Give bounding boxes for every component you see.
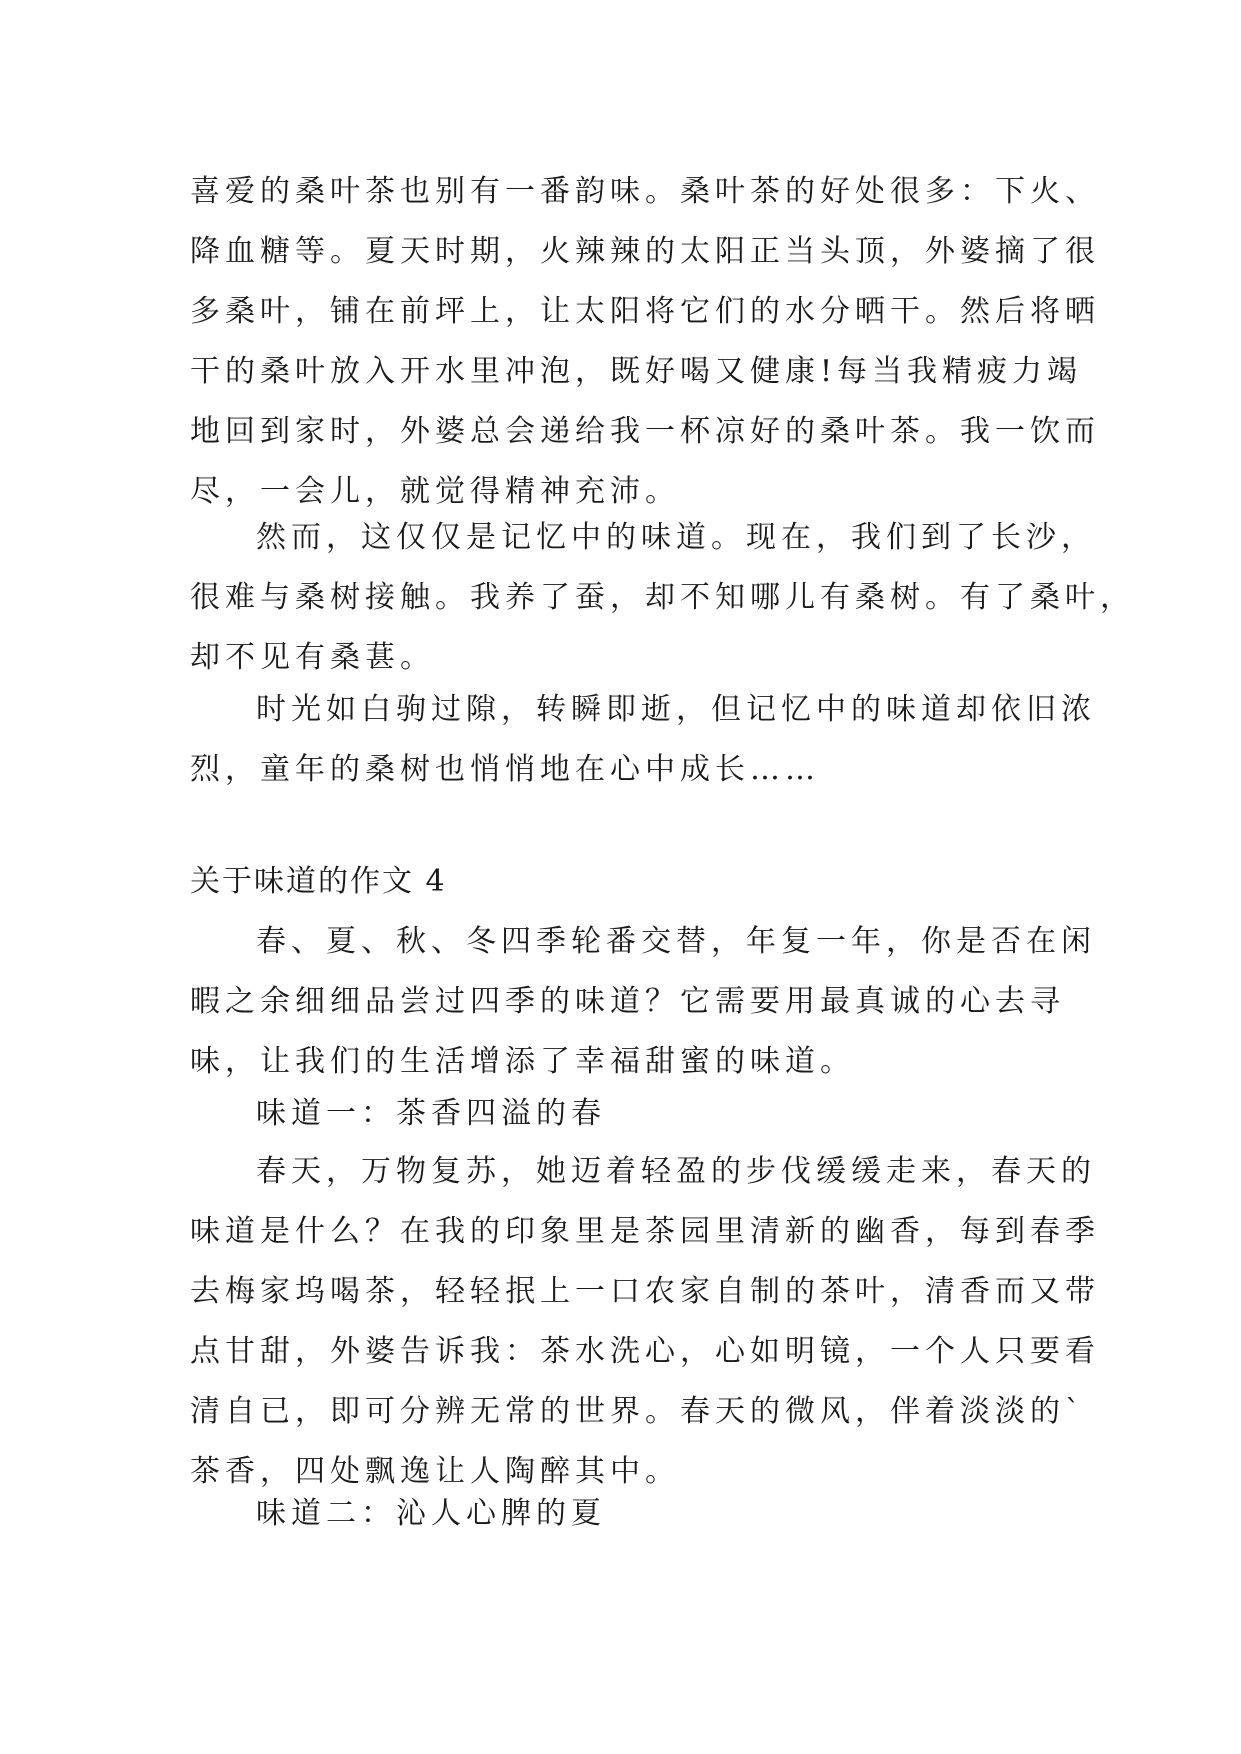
text-line: 却不见有桑葚。 (190, 640, 435, 675)
paragraph-four-seasons (190, 912, 1096, 1092)
text-line: 茶香，四处飘逸让人陶醉其中。 (190, 1454, 680, 1489)
text-line: 春天，万物复苏，她迈着轻盈的步伐缓缓走来，春天的 (256, 1154, 1096, 1189)
subheading-text: 味道二：沁人心脾的夏 (256, 1496, 606, 1531)
text-line: 味道是什么？在我的印象里是茶园里清新的幽香，每到春季 (190, 1214, 1100, 1249)
section-title-text: 关于味道的作文 4 (190, 864, 447, 899)
subheading-text: 味道一：茶香四溢的春 (256, 1096, 606, 1131)
paragraph-spring (190, 1142, 1100, 1502)
text-line: 地回到家时，外婆总会递给我一杯凉好的桑叶茶。我一饮而 (190, 414, 1100, 449)
text-line: 点甘甜，外婆告诉我：茶水洗心，心如明镜，一个人只要看 (190, 1334, 1100, 1369)
text-line: 然而，这仅仅是记忆中的味道。现在，我们到了长沙， (256, 520, 1096, 555)
text-line: 很难与桑树接触。我养了蚕，却不知哪儿有桑树。有了桑叶， (190, 580, 1135, 615)
text-line: 喜爱的桑叶茶也别有一番韵味。桑叶茶的好处很多：下火、 (190, 174, 1100, 209)
text-line: 去梅家坞喝茶，轻轻抿上一口农家自制的茶叶，清香而又带 (190, 1274, 1100, 1309)
subheading-summer (190, 1484, 1070, 1544)
text-line: 烈，童年的桑树也悄悄地在心中成长…… (190, 752, 820, 787)
text-line: 干的桑叶放入开水里冲泡，既好喝又健康!每当我精疲力竭 (190, 354, 1083, 389)
text-line: 清自已，即可分辨无常的世界。春天的微风，伴着淡淡的` (190, 1394, 1085, 1429)
text-line: 尽，一会儿，就觉得精神充沛。 (190, 474, 680, 509)
text-line: 暇之余细细品尝过四季的味道？它需要用最真诚的心去寻 (190, 984, 1065, 1019)
text-line: 时光如白驹过隙，转瞬即逝，但记忆中的味道却依旧浓 (256, 692, 1096, 727)
section-title (190, 852, 1070, 912)
text-line: 多桑叶，铺在前坪上，让太阳将它们的水分晒干。然后将晒 (190, 294, 1100, 329)
paragraph-mulberry-tea (190, 162, 1100, 522)
text-line: 春、夏、秋、冬四季轮番交替，年复一年，你是否在闲 (256, 924, 1096, 959)
paragraph-memory-taste (190, 508, 1135, 688)
paragraph-time-passes (190, 680, 1096, 800)
text-line: 味，让我们的生活增添了幸福甜蜜的味道。 (190, 1044, 855, 1079)
subheading-spring (190, 1084, 1070, 1144)
text-line: 降血糖等。夏天时期，火辣辣的太阳正当头顶，外婆摘了很 (190, 234, 1100, 269)
